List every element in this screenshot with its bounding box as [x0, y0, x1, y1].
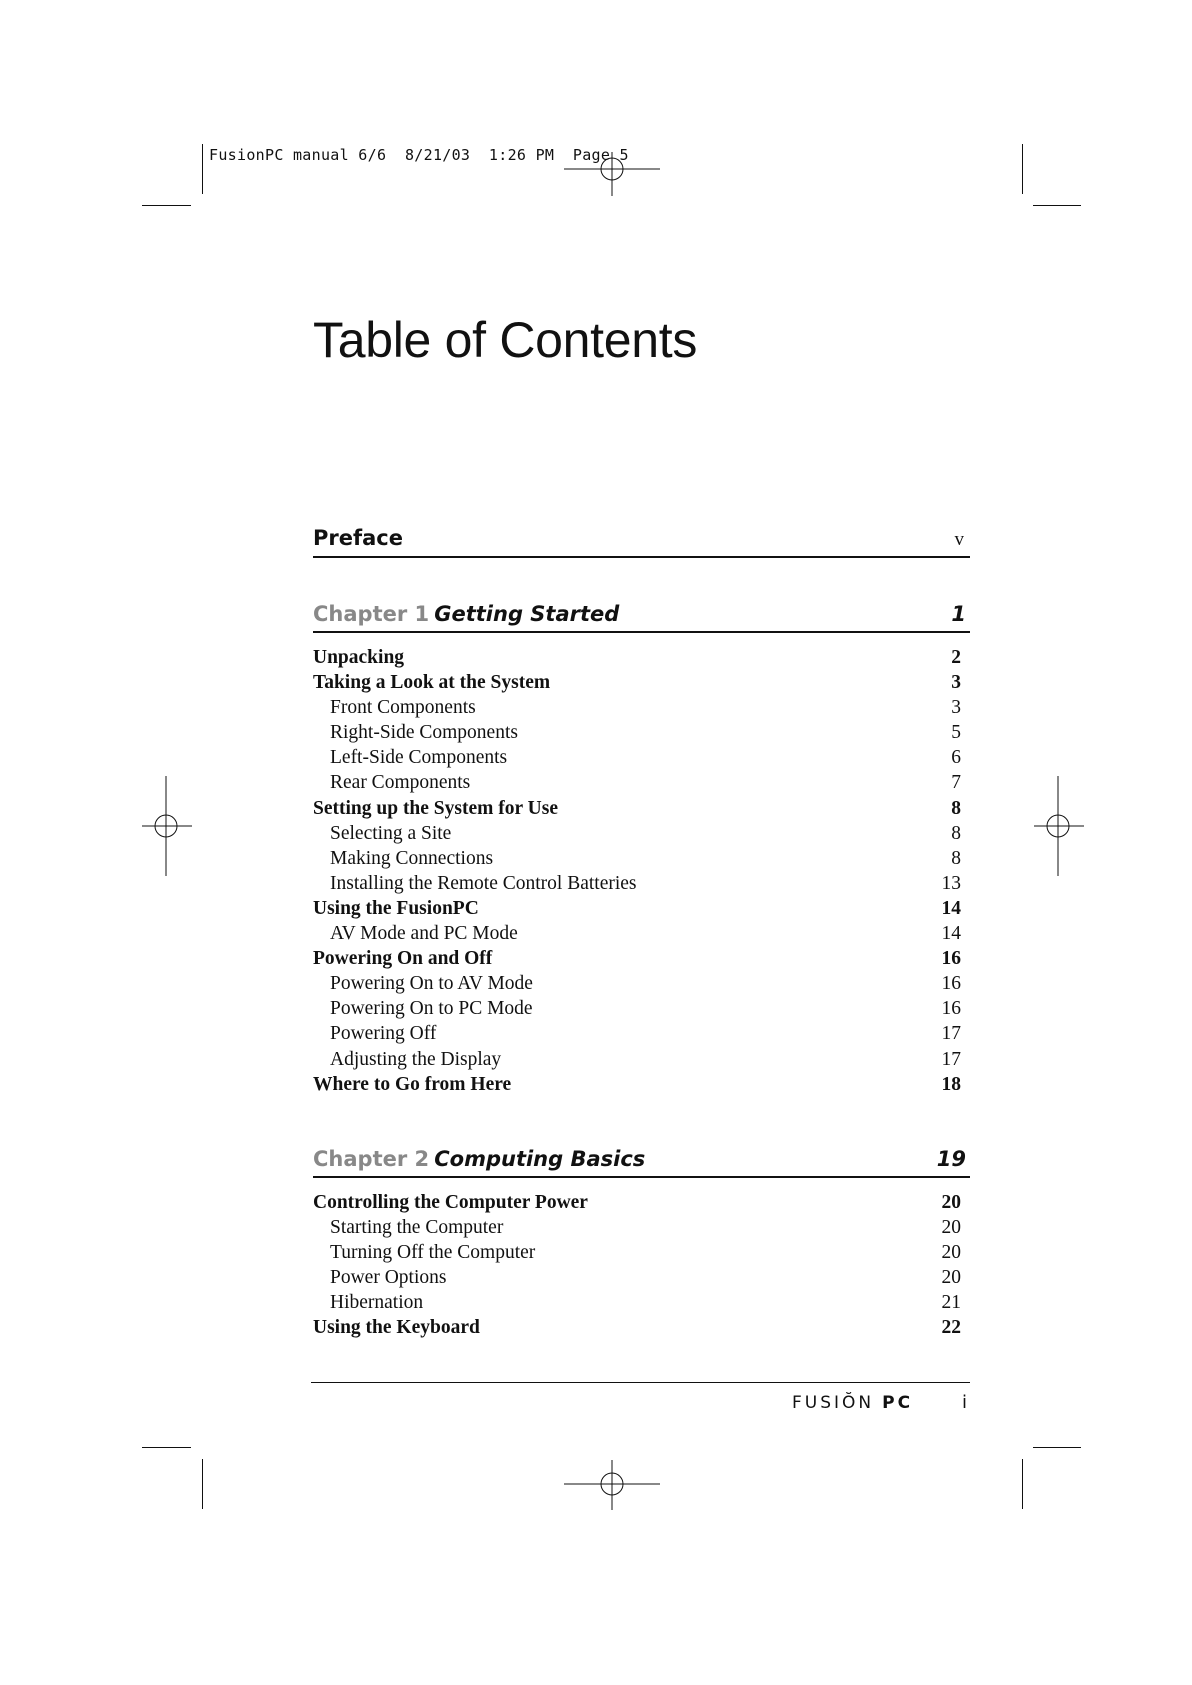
toc-entry-label: Unpacking	[313, 647, 405, 668]
toc-entry[interactable]	[313, 921, 961, 946]
toc-entry-page: 17	[941, 1023, 961, 1045]
brand-logo	[792, 1393, 913, 1413]
brand-suffix: PC	[882, 1393, 914, 1413]
registration-mark-icon	[1034, 776, 1084, 876]
toc-entry-page: 21	[941, 1292, 961, 1314]
toc-entry[interactable]	[313, 645, 961, 670]
preface-page: v	[954, 529, 964, 550]
chapter-2-label: Chapter 2	[313, 1147, 430, 1171]
chapter-2-entries	[313, 1190, 961, 1341]
toc-entry-page: 13	[941, 872, 961, 894]
toc-entry-label: Selecting a Site	[330, 822, 452, 844]
chapter-1-title: Getting Started	[434, 602, 620, 626]
registration-mark-icon	[142, 776, 192, 876]
toc-entry-page: 3	[951, 672, 961, 694]
toc-entry-page: 20	[941, 1267, 961, 1289]
toc-entry-label: Left-Side Components	[330, 747, 508, 769]
toc-entry-page: 20	[941, 1217, 961, 1239]
toc-entry-label: Using the Keyboard	[313, 1317, 480, 1339]
crop-mark	[1022, 1459, 1023, 1509]
toc-entry-label: Controlling the Computer Power	[313, 1192, 588, 1213]
toc-entry[interactable]	[313, 946, 961, 971]
toc-entry[interactable]	[313, 1072, 961, 1097]
toc-entry-label: Right-Side Components	[330, 722, 518, 744]
toc-entry[interactable]	[313, 1215, 961, 1240]
toc-entry-page: 7	[951, 772, 961, 794]
toc-entry-page: 16	[941, 998, 961, 1020]
toc-entry[interactable]	[313, 846, 961, 871]
chapter-2-title: Computing Basics	[434, 1147, 646, 1171]
toc-entry[interactable]	[313, 871, 961, 896]
toc-chapter-2[interactable]	[313, 1147, 970, 1178]
chapter-1-entries	[313, 645, 961, 1097]
page-title: Table of Contents	[313, 312, 698, 368]
toc-entry-label: Making Connections	[330, 847, 494, 869]
registration-mark-icon	[564, 152, 660, 202]
chapter-2-page: 19	[936, 1147, 966, 1171]
toc-entry-page: 8	[951, 822, 961, 844]
toc-entry-label: Installing the Remote Control Batteries	[330, 872, 637, 894]
crop-mark	[1022, 144, 1023, 194]
toc-entry[interactable]	[313, 1047, 961, 1072]
toc-entry[interactable]	[313, 1190, 961, 1215]
toc-entry-page: 2	[951, 647, 961, 668]
crop-mark	[142, 205, 191, 206]
toc-entry-page: 20	[941, 1242, 961, 1264]
toc-entry-label: Hibernation	[330, 1292, 424, 1314]
toc-entry[interactable]	[313, 821, 961, 846]
registration-mark-icon	[564, 1460, 660, 1510]
toc-entry[interactable]	[313, 695, 961, 720]
toc-entry-page: 8	[951, 797, 961, 819]
toc-entry-label: Powering On to PC Mode	[330, 998, 533, 1020]
toc-entry-label: Rear Components	[330, 772, 471, 794]
preface-label: Preface	[313, 526, 403, 550]
toc-entry-page: 6	[951, 747, 961, 769]
toc-entry-page: 16	[941, 948, 961, 970]
toc-preface[interactable]	[313, 526, 970, 558]
toc-entry-page: 17	[941, 1048, 961, 1070]
chapter-1-label: Chapter 1	[313, 602, 430, 626]
chapter-1-page: 1	[951, 602, 966, 626]
toc-entry-label: Adjusting the Display	[330, 1048, 502, 1070]
toc-entry-label: Setting up the System for Use	[313, 797, 559, 819]
toc-entry[interactable]	[313, 670, 961, 695]
toc-entry-page: 18	[941, 1073, 961, 1095]
toc-entry[interactable]	[313, 1021, 961, 1046]
print-slug: FusionPC manual 6/6 8/21/03 1:26 PM Page 5	[209, 146, 629, 164]
footer-rule	[311, 1382, 970, 1383]
toc-entry-label: Power Options	[330, 1267, 447, 1289]
toc-entry[interactable]	[313, 1315, 961, 1340]
toc-entry[interactable]	[313, 720, 961, 745]
toc-entry-label: Front Components	[330, 697, 476, 719]
crop-mark	[202, 144, 203, 194]
toc-entry-label: AV Mode and PC Mode	[330, 923, 518, 945]
toc-entry-page: 22	[941, 1317, 961, 1339]
toc-entry-label: Powering On and Off	[313, 948, 493, 970]
toc-entry-label: Where to Go from Here	[313, 1073, 512, 1095]
brand-name: FUSIŎN	[792, 1393, 875, 1413]
toc-entry[interactable]	[313, 796, 961, 821]
toc-entry-page: 14	[941, 897, 961, 919]
toc-entry-label: Using the FusionPC	[313, 897, 479, 919]
toc-chapter-1[interactable]	[313, 602, 970, 633]
toc-entry-page: 8	[951, 847, 961, 869]
crop-mark	[202, 1459, 203, 1509]
toc-entry-page: 5	[951, 722, 961, 744]
toc-entry[interactable]	[313, 971, 961, 996]
crop-mark	[142, 1447, 191, 1448]
toc-entry[interactable]	[313, 1240, 961, 1265]
crop-mark	[1033, 1447, 1081, 1448]
crop-mark	[1033, 205, 1081, 206]
toc-entry[interactable]	[313, 996, 961, 1021]
toc-entry-label: Powering On to AV Mode	[330, 973, 533, 995]
toc-entry-page: 14	[941, 923, 961, 945]
toc-entry-label: Powering Off	[330, 1023, 437, 1045]
toc-entry-label: Turning Off the Computer	[330, 1242, 536, 1264]
toc-entry-label: Taking a Look at the System	[313, 672, 551, 694]
toc-entry[interactable]	[313, 896, 961, 921]
toc-entry[interactable]	[313, 1265, 961, 1290]
page-number: i	[962, 1392, 968, 1413]
toc-entry-page: 3	[951, 697, 961, 719]
toc-entry-label: Starting the Computer	[330, 1217, 504, 1239]
toc-entry[interactable]	[313, 745, 961, 770]
toc-entry-page: 20	[941, 1192, 961, 1213]
toc-entry[interactable]	[313, 770, 961, 795]
toc-entry[interactable]	[313, 1290, 961, 1315]
toc-entry-page: 16	[941, 973, 961, 995]
